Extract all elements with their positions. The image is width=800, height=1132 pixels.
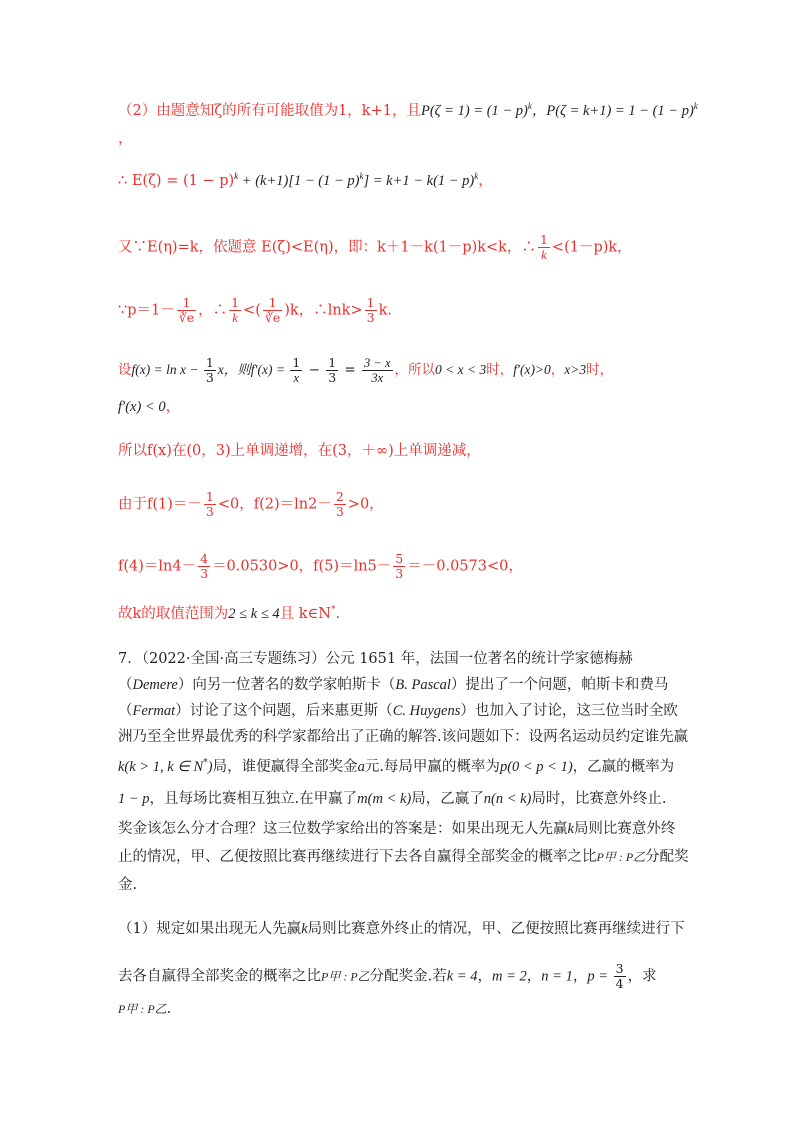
solution-line-4 (118, 233, 700, 262)
text: f(4)＝ln4－ (118, 558, 197, 575)
fraction (290, 356, 302, 385)
math: + (k+1)[1 − (1 − p) (238, 173, 360, 189)
numerator: 3 (615, 961, 624, 976)
text: ， (165, 399, 181, 415)
text: 7．（2022·全国·高三专题练习）公元 1651 年，法国一位著名的统计学家德梅赫 (118, 651, 633, 667)
text: ， (572, 968, 588, 985)
fraction (198, 552, 210, 581)
numerator: 1 (177, 296, 196, 311)
text: ∵p＝1－ (118, 302, 175, 319)
denominator: 3 (395, 566, 404, 581)
text: 洲乃至全世界最优秀的科学家都给出了正确的解答.该问题如下：设两名运动员约定谁先赢 (118, 729, 689, 745)
question-line-1 (118, 918, 700, 940)
fraction (614, 962, 626, 991)
denominator: ∛e (264, 310, 281, 325)
math: k (693, 101, 698, 112)
solution-line-1 (118, 100, 700, 122)
text: <( (243, 302, 261, 319)
math: k (359, 171, 364, 182)
numerator: 1 (205, 355, 214, 370)
question-line-2 (118, 962, 700, 991)
text: ，所以 (394, 362, 436, 378)
text: ）向另一位著名的数学家帕斯卡（ (177, 677, 396, 693)
denominator: 3 (328, 370, 337, 385)
denominator: 3 (205, 370, 214, 385)
denominator: x (293, 371, 300, 385)
text: ， (477, 968, 493, 985)
numerator: 1 (205, 489, 214, 504)
fraction (334, 490, 346, 519)
text: Fermat (132, 703, 176, 719)
solution-line-11 (118, 603, 700, 625)
denominator: 4 (615, 976, 624, 991)
math: ] = k+1 − k(1 − p) (363, 173, 475, 189)
text: 故k的取值范围为 (118, 606, 229, 622)
math: 0 < x < 3 (435, 362, 487, 377)
math: k (567, 821, 574, 837)
solution-line-3 (118, 170, 700, 192)
math: x>3 (564, 362, 587, 377)
text: ）提出了一个问题，帕斯卡和费马 (450, 677, 669, 693)
denominator: 3 (205, 504, 214, 519)
problem-line-7 (118, 818, 700, 840)
text: ， (550, 362, 565, 378)
numerator: 5 (395, 551, 404, 566)
text: k. (378, 302, 392, 319)
math: f′(x)>0 (513, 362, 551, 377)
text: ，∴ (198, 302, 228, 319)
math: k (234, 171, 239, 182)
text: 所以f(x)在(0，3)上单调递增，在(3，＋∞)上单调递减， (118, 443, 481, 459)
text: ）也加入了讨论，这三位当时全欧 (460, 703, 678, 719)
fraction (365, 296, 377, 325)
text: 时， (586, 362, 614, 378)
denominator: k (541, 248, 547, 262)
text: 分配奖金.若 (369, 968, 447, 985)
math: P(ζ = 1) = (1 − p) (420, 103, 528, 119)
denominator: 3 (335, 504, 344, 519)
solution-line-5 (118, 296, 700, 325)
solution-line-2 (118, 128, 700, 150)
fraction (204, 356, 216, 385)
text: ＝－0.0573<0， (407, 558, 523, 575)
text: * (330, 605, 336, 616)
math: f′(x) = (250, 362, 289, 377)
problem-line-4 (118, 726, 700, 748)
text: ＝0.0530>0，f(5)＝ln5－ (212, 558, 392, 575)
text: 又∵E(η)=k，依题意 E(ζ)<E(η)，即：k＋1－k(1－p)k<k，∴ (118, 239, 536, 256)
fraction (204, 490, 216, 519)
text: 分配奖 (645, 849, 689, 865)
math: k (527, 101, 532, 112)
math: f(x) = ln x − (131, 362, 202, 377)
text: ，乙赢的概率为 (572, 759, 675, 775)
text: . (335, 606, 341, 622)
text: 且 k∈N (279, 606, 331, 622)
math: x，则 (217, 362, 251, 377)
math: P甲 : P乙 (321, 969, 370, 984)
fraction (393, 552, 405, 581)
text: 金. (118, 877, 138, 893)
text: 去各自赢得全部奖金的概率之比 (118, 968, 321, 985)
text: 由于f(1)＝－ (118, 496, 202, 513)
fraction (229, 296, 241, 325)
denominator: k (232, 311, 238, 325)
text: ）讨论了这个问题，后来惠更斯（ (175, 703, 393, 719)
math: = (340, 362, 361, 378)
numerator: 1 (292, 355, 301, 370)
denominator: 3 (200, 566, 209, 581)
math: k (474, 171, 479, 182)
math: ，P(ζ = k+1) = 1 − (1 − p) (531, 103, 694, 119)
text: >0， (347, 496, 384, 513)
problem-line-5 (118, 756, 700, 778)
text: ，求 (627, 968, 657, 985)
text: （ (118, 677, 133, 693)
text: 局则比赛意外终 (573, 821, 676, 837)
numerator: 4 (200, 551, 209, 566)
math: * (203, 758, 208, 769)
denominator: 3 (366, 310, 375, 325)
text: 元.每局甲赢的概率为 (364, 759, 500, 775)
text: （1）规定如果出现无人先赢 (118, 921, 302, 937)
numerator: 1 (263, 296, 282, 311)
numerator: 1 (366, 295, 375, 310)
text: 时， (486, 362, 514, 378)
fraction (538, 233, 550, 262)
math: m(m < k) (357, 791, 412, 807)
numerator: 1 (231, 295, 240, 310)
text: 设 (118, 362, 132, 378)
math: n(n < k) (483, 791, 532, 807)
fraction (177, 296, 196, 325)
math: P甲 : P乙 (596, 850, 646, 864)
math: 2 ≤ k ≤ 4 (228, 606, 280, 622)
denominator: ∛e (178, 310, 195, 325)
problem-line-9 (118, 874, 700, 896)
text: 局则比赛意外终止的情况，甲、乙便按照比赛再继续进行下 (307, 921, 685, 937)
fraction (362, 356, 392, 385)
fraction (326, 356, 338, 385)
text: <(1－p)k， (551, 239, 632, 256)
text: 局，乙赢了 (411, 791, 484, 807)
solution-line-8 (118, 440, 700, 462)
denominator: 3x (371, 371, 384, 385)
text: 奖金该怎么分才合理？这三位数学家给出的答案是：如果出现无人先赢 (118, 821, 568, 837)
solution-line-7 (118, 396, 700, 418)
math: − (304, 362, 325, 378)
numerator: 3 − x (364, 356, 391, 370)
text: ， (526, 968, 542, 985)
text: （ (118, 703, 133, 719)
math: k (301, 921, 308, 937)
text: 止的情况，甲、乙便按照比赛再继续进行下去各自赢得全部奖金的概率之比 (118, 849, 597, 865)
text: ，且每场比赛相互独立.在甲赢了 (149, 791, 358, 807)
math: a (357, 759, 365, 775)
question-line-3 (118, 998, 700, 1020)
math: 1 − p (118, 791, 150, 807)
numerator: 2 (335, 489, 344, 504)
text: )k，∴lnk> (284, 302, 363, 319)
text: ， (478, 173, 493, 189)
math: n = 1 (541, 968, 573, 985)
math: f′(x) < 0 (118, 399, 166, 415)
text: B. Pascal (395, 677, 451, 693)
text: 局，谁便赢得全部奖金 (212, 759, 358, 775)
text: <0，f(2)＝ln2－ (217, 496, 332, 513)
math: p = (587, 968, 612, 985)
math: k = 4 (446, 968, 478, 985)
solution-line-6 (118, 356, 700, 385)
problem-line-1 (118, 648, 700, 670)
text: （2）由题意知ζ的所有可能取值为1，k+1，且 (118, 103, 421, 119)
math: ∴ E(ζ) = (1 − p) (118, 173, 235, 189)
math: ) (207, 759, 213, 775)
math: p(0 < p < 1) (499, 759, 573, 775)
problem-line-3 (118, 700, 700, 722)
numerator: 1 (539, 232, 548, 247)
text: Demere (132, 677, 178, 693)
math: P甲 : P乙 (118, 1002, 167, 1016)
text: . (166, 1001, 172, 1017)
text: ， (118, 131, 133, 147)
problem-line-8 (118, 846, 700, 868)
problem-line-6 (118, 788, 700, 810)
numerator: 1 (328, 355, 337, 370)
problem-line-2 (118, 674, 700, 696)
math: k(k > 1, k ∈ N (118, 759, 204, 775)
text: C. Huygens (392, 703, 461, 719)
text: 局时，比赛意外终止. (531, 791, 667, 807)
solution-line-10 (118, 552, 700, 581)
solution-line-9 (118, 490, 700, 519)
math: m = 2 (492, 968, 527, 985)
fraction (263, 296, 282, 325)
